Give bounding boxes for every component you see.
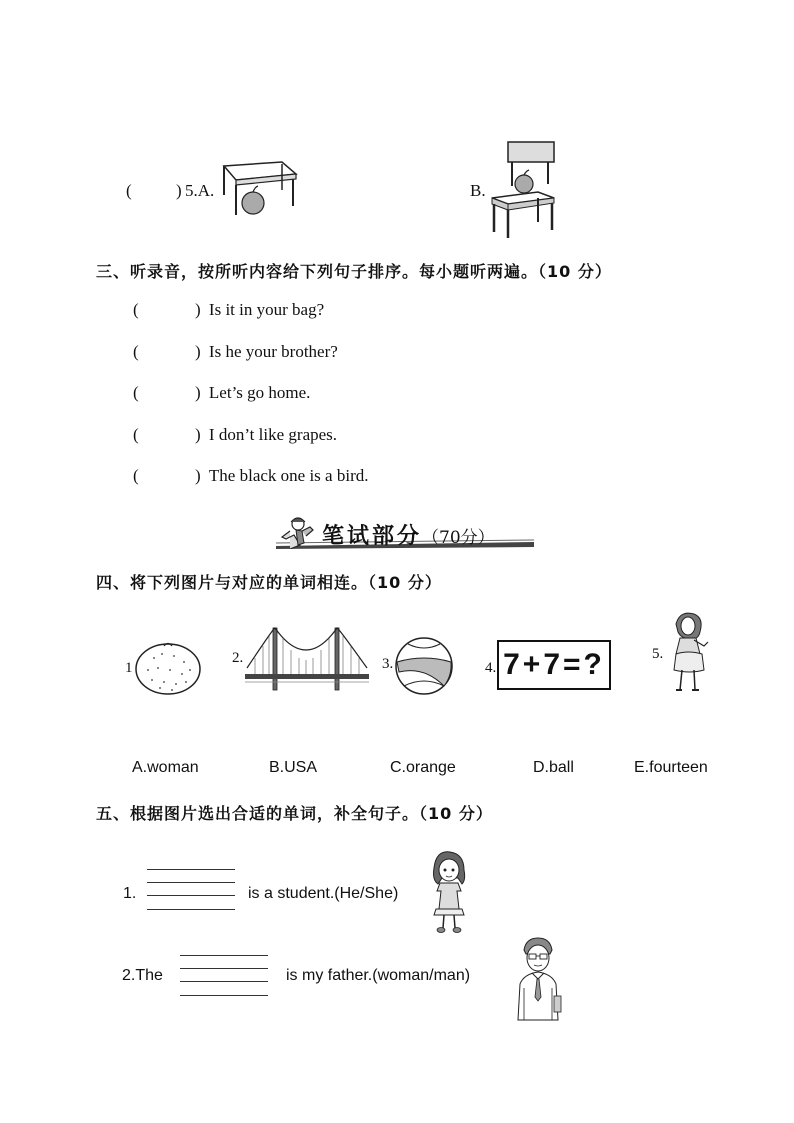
word-option: E.fourteen (634, 759, 708, 776)
ball-picture (394, 636, 454, 696)
written-part-banner (272, 513, 538, 553)
section-3-heading: 三、听录音，按所听内容给下列句子排序。每小题听两遍。（10 分） (96, 262, 612, 281)
picture-3-number: 3. (382, 656, 394, 672)
table-with-apple-picture (218, 160, 300, 220)
answer-paren-open: ( (133, 300, 139, 319)
sentence-text: Is he your brother? (208, 342, 338, 361)
list-item (133, 466, 368, 486)
answer-paren-close: ) (195, 466, 201, 485)
list-item (133, 425, 337, 445)
banner-title: 笔试部分 (322, 524, 423, 549)
item-1-number: 1. (123, 885, 137, 902)
picture-5-number: 5. (652, 646, 664, 662)
answer-paren-close: ) (176, 181, 182, 200)
answer-paren-open: ( (133, 342, 139, 361)
word-option: C.orange (390, 759, 456, 776)
item-2-number: 2.The (122, 967, 163, 984)
answer-paren-close: ) (195, 383, 201, 402)
item-2-sentence: is my father.(woman/man) (286, 967, 471, 984)
word-option: D.ball (533, 759, 574, 776)
section-5-heading: 五、根据图片选出合适的单词，补全句子。（10 分） (96, 804, 493, 823)
sentence-text: Is it in your bag? (208, 300, 325, 319)
list-item (133, 342, 338, 362)
answer-paren-close: ) (195, 425, 201, 444)
answer-paren-open: ( (133, 425, 139, 444)
option-a-label: 5.A. (185, 181, 215, 200)
woman-picture (664, 610, 714, 696)
golden-gate-bridge-picture (245, 622, 369, 694)
word-option: A.woman (132, 759, 199, 776)
banner-score: （70分） (422, 528, 495, 548)
section-4-heading: 四、将下列图片与对应的单词相连。（10 分） (96, 573, 442, 592)
answer-paren-open: ( (133, 466, 139, 485)
picture-1-number: 1 (125, 660, 133, 676)
sentence-text: The black one is a bird. (208, 466, 369, 485)
girl-student-picture (428, 850, 470, 936)
answer-paren-close: ) (195, 342, 201, 361)
option-b-label: B. (470, 181, 486, 200)
picture-2-number: 2. (232, 650, 244, 666)
sentence-text: Let’s go home. (208, 383, 311, 402)
list-item (133, 300, 324, 320)
math-expression: 7+7=? (503, 648, 605, 681)
sentence-text: I don’t like grapes. (208, 425, 338, 444)
boy-mascot-icon (276, 515, 318, 549)
chair-with-apple-picture (488, 140, 558, 240)
item-1-sentence: is a student.(He/She) (248, 885, 399, 902)
answer-paren-open: ( (126, 181, 132, 200)
father-picture (512, 936, 564, 1022)
picture-4-number: 4. (485, 660, 497, 676)
answer-paren-close: ) (195, 300, 201, 319)
math-card-picture (497, 640, 611, 690)
answer-paren-open: ( (133, 383, 139, 402)
orange-picture (134, 640, 202, 696)
list-item (133, 383, 310, 403)
word-option: B.USA (269, 759, 318, 776)
